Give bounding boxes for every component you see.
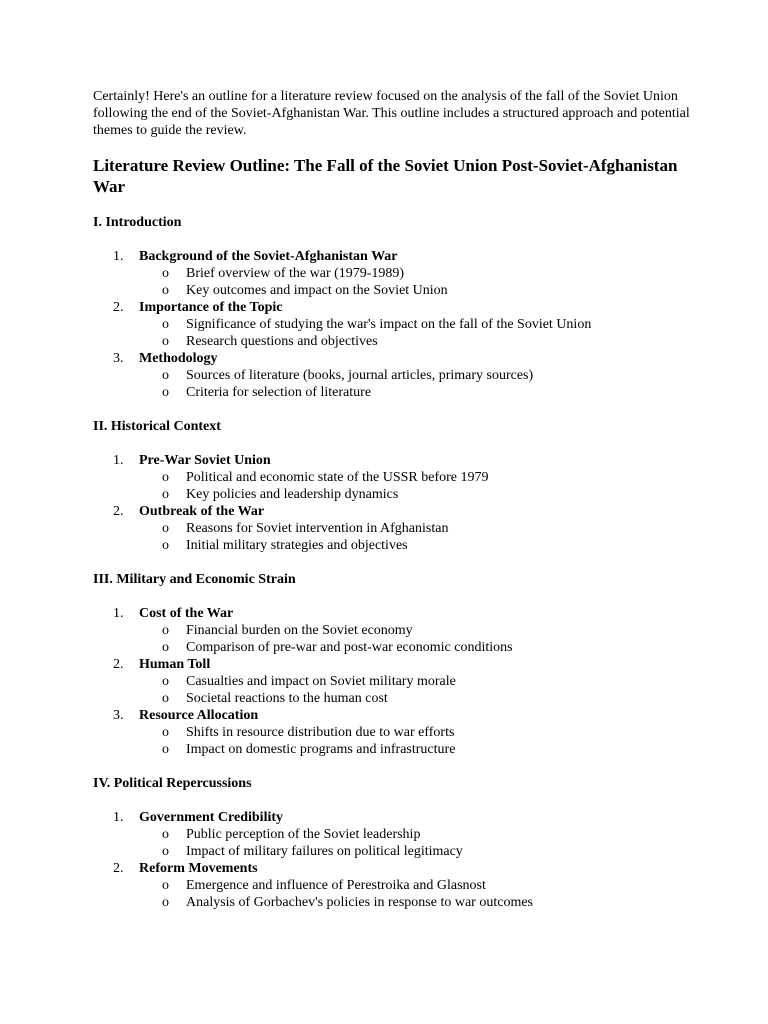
hollow-bullet-icon: o [162,521,169,536]
sub-item-text: Impact of military failures on political legitimacy [186,844,463,859]
section-heading: IV. Political Repercussions [93,776,252,791]
sub-list-item [139,894,693,911]
sub-item-text: Key outcomes and impact on the Soviet Union [186,283,448,298]
item-number: 2. [113,300,124,315]
list-item [93,299,693,350]
sub-list-item [139,724,693,741]
document-page [93,88,693,911]
item-number: 3. [113,351,124,366]
document-title: Literature Review Outline: The Fall of the Soviet Union Post-Soviet-Afghanistan War [93,156,678,196]
sub-item-text: Casualties and impact on Soviet military morale [186,674,456,689]
sub-list [139,469,693,503]
item-number: 1. [113,453,124,468]
list-item [93,860,693,911]
sub-item-text: Analysis of Gorbachev's policies in response to war outcomes [186,895,533,910]
item-number: 3. [113,708,124,723]
sub-list-item [139,282,693,299]
sub-item-text: Political and economic state of the USSR before 1979 [186,470,489,485]
hollow-bullet-icon: o [162,623,169,638]
item-label: Background of the Soviet-Afghanistan War [139,249,398,264]
numbered-list [93,248,693,401]
sub-item-text: Brief overview of the war (1979-1989) [186,266,405,281]
sub-list [139,520,693,554]
sub-list-item [139,384,693,401]
sub-item-text: Key policies and leadership dynamics [186,487,399,502]
hollow-bullet-icon: o [162,725,169,740]
sub-item-text: Criteria for selection of literature [186,385,372,400]
hollow-bullet-icon: o [162,317,169,332]
sub-list-item [139,877,693,894]
item-label: Resource Allocation [139,708,259,723]
hollow-bullet-icon: o [162,878,169,893]
list-item [93,656,693,707]
outline-section [93,775,693,911]
item-label: Government Credibility [139,810,284,825]
item-label: Importance of the Topic [139,300,283,315]
hollow-bullet-icon: o [162,827,169,842]
section-heading: III. Military and Economic Strain [93,572,296,587]
sub-item-text: Shifts in resource distribution due to war efforts [186,725,455,740]
item-number: 1. [113,810,124,825]
sub-list [139,367,693,401]
sub-list [139,826,693,860]
sub-item-text: Impact on domestic programs and infrastructure [186,742,456,757]
sub-list-item [139,843,693,860]
sub-item-text: Research questions and objectives [186,334,378,349]
list-item [93,248,693,299]
sub-list-item [139,537,693,554]
section-heading: II. Historical Context [93,419,221,434]
list-item [93,452,693,503]
sub-list-item [139,486,693,503]
intro-paragraph: Certainly! Here's an outline for a literature review focused on the analysis of the fall of the Soviet Union following the end of the Soviet-Afghanistan War. This outline includes a structured approach and potential themes to guide the review. [93,89,690,138]
sub-list-item [139,622,693,639]
item-label: Methodology [139,351,218,366]
item-number: 2. [113,657,124,672]
hollow-bullet-icon: o [162,538,169,553]
hollow-bullet-icon: o [162,895,169,910]
sub-list-item [139,367,693,384]
sub-list-item [139,673,693,690]
sub-item-text: Significance of studying the war's impact on the fall of the Soviet Union [186,317,592,332]
hollow-bullet-icon: o [162,283,169,298]
item-label: Cost of the War [139,606,234,621]
hollow-bullet-icon: o [162,334,169,349]
item-label: Outbreak of the War [139,504,265,519]
hollow-bullet-icon: o [162,674,169,689]
list-item [93,605,693,656]
sub-list-item [139,741,693,758]
hollow-bullet-icon: o [162,368,169,383]
list-item [93,503,693,554]
item-number: 2. [113,861,124,876]
sub-list [139,673,693,707]
numbered-list [93,452,693,554]
outline-section [93,418,693,554]
item-number: 1. [113,249,124,264]
hollow-bullet-icon: o [162,640,169,655]
sub-item-text: Financial burden on the Soviet economy [186,623,413,638]
item-label: Human Toll [139,657,211,672]
sub-list [139,622,693,656]
hollow-bullet-icon: o [162,844,169,859]
sub-list-item [139,520,693,537]
sub-item-text: Sources of literature (books, journal articles, primary sources) [186,368,534,383]
list-item [93,350,693,401]
item-number: 1. [113,606,124,621]
sub-list [139,316,693,350]
sub-item-text: Reasons for Soviet intervention in Afghanistan [186,521,449,536]
sub-item-text: Emergence and influence of Perestroika and Glasnost [186,878,486,893]
item-label: Pre-War Soviet Union [139,453,271,468]
sub-list-item [139,469,693,486]
sub-item-text: Societal reactions to the human cost [186,691,388,706]
sub-list [139,877,693,911]
sub-list-item [139,265,693,282]
sub-list-item [139,333,693,350]
hollow-bullet-icon: o [162,385,169,400]
sub-item-text: Public perception of the Soviet leadership [186,827,421,842]
numbered-list [93,809,693,911]
sub-list [139,724,693,758]
sub-item-text: Comparison of pre-war and post-war economic conditions [186,640,513,655]
sub-list-item [139,826,693,843]
sub-item-text: Initial military strategies and objectives [186,538,408,553]
hollow-bullet-icon: o [162,691,169,706]
hollow-bullet-icon: o [162,487,169,502]
sub-list-item [139,639,693,656]
outline-section [93,214,693,401]
list-item [93,707,693,758]
outline-section [93,571,693,758]
sub-list-item [139,316,693,333]
outline-sections [93,214,693,911]
numbered-list [93,605,693,758]
sub-list-item [139,690,693,707]
hollow-bullet-icon: o [162,266,169,281]
list-item [93,809,693,860]
hollow-bullet-icon: o [162,470,169,485]
hollow-bullet-icon: o [162,742,169,757]
sub-list [139,265,693,299]
item-number: 2. [113,504,124,519]
item-label: Reform Movements [139,861,258,876]
section-heading: I. Introduction [93,215,182,230]
